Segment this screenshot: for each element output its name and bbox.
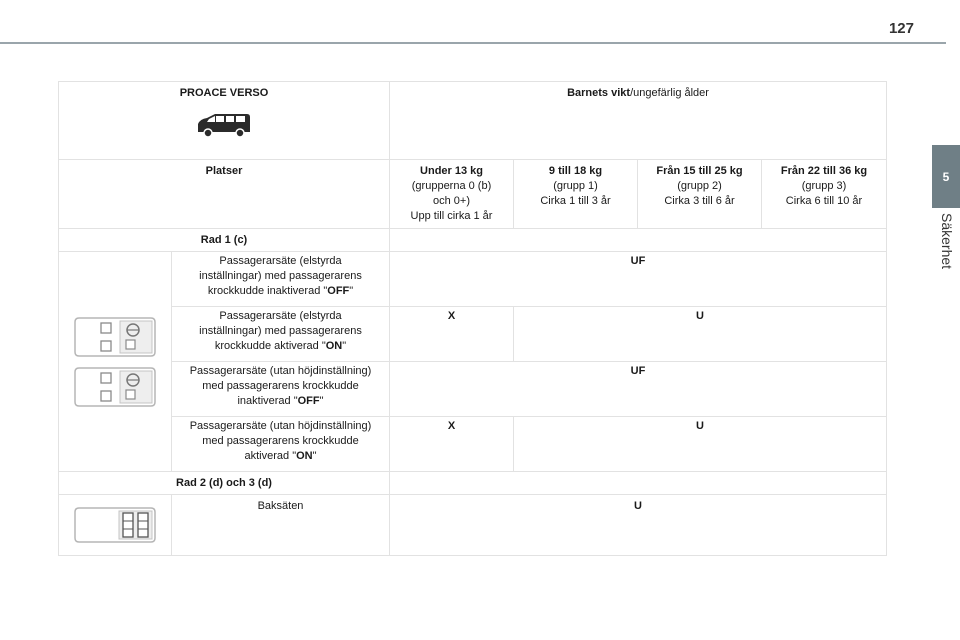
child-seat-table xyxy=(58,81,887,556)
seat-line xyxy=(176,339,385,354)
group-line: Cirka 3 till 6 år xyxy=(664,195,735,207)
group-row xyxy=(59,160,887,229)
seat-desc xyxy=(172,362,390,417)
seat-text: " xyxy=(349,285,354,297)
table-header-row xyxy=(59,82,887,160)
seat-line: Passagerarsäte (elstyrda xyxy=(219,255,342,267)
group-line: Cirka 1 till 3 år xyxy=(540,195,611,207)
seat-value: UF xyxy=(390,252,887,307)
chapter-tab[interactable]: 5 xyxy=(932,145,960,208)
row1-label: Rad 1 (c) xyxy=(59,229,390,252)
seat-line: Passagerarsäte (elstyrda xyxy=(219,310,342,322)
seat-text: " xyxy=(342,340,347,352)
model-name: PROACE VERSO xyxy=(179,87,269,99)
airbag-state: OFF xyxy=(327,285,350,297)
back-seat-value: U xyxy=(390,495,887,556)
airbag-state: ON xyxy=(296,450,313,462)
group-line: (grupp 2) xyxy=(677,180,722,192)
seat-line: Passagerarsäte (utan höjdinställning) xyxy=(189,420,372,432)
row23-label: Rad 2 (d) och 3 (d) xyxy=(59,472,390,495)
seat-line xyxy=(176,284,385,299)
seat-text: " xyxy=(319,395,324,407)
header-rule xyxy=(0,42,946,44)
page-number: 127 xyxy=(888,20,914,37)
weight-header-subtitle: /ungefärlig ålder xyxy=(630,87,709,99)
seat-row-2 xyxy=(59,362,887,417)
group-line: Upp till cirka 1 år xyxy=(410,210,493,222)
weight-header-title: Barnets vikt xyxy=(567,87,631,99)
front-passenger-seat-airbag-diagram-icon xyxy=(73,364,157,410)
group-line: (grupp 1) xyxy=(553,180,598,192)
group-title: Under 13 kg xyxy=(420,165,483,177)
seat-row-0 xyxy=(59,252,887,307)
row1-label-row xyxy=(59,229,887,252)
group-cell-0 xyxy=(390,160,514,229)
seat-text: aktiverad " xyxy=(244,450,297,462)
seat-value: X xyxy=(390,307,514,362)
group-line: (grupperna 0 (b) xyxy=(411,180,492,192)
seat-line: med passagerarens krockkudde xyxy=(202,435,359,447)
back-seat-row xyxy=(59,495,887,556)
empty-cell xyxy=(390,229,887,252)
seat-value: UF xyxy=(390,362,887,417)
rear-seats-diagram-icon xyxy=(73,505,157,545)
group-line: (grupp 3) xyxy=(801,180,847,192)
chapter-label: Säkerhet xyxy=(939,213,955,270)
front-passenger-seat-diagram-icon xyxy=(73,314,157,360)
seat-text: " xyxy=(312,450,317,462)
seat-desc xyxy=(172,307,390,362)
seat-line xyxy=(176,449,385,464)
rear-seat-diagram xyxy=(59,495,172,556)
seat-row-1 xyxy=(59,307,887,362)
seat-desc xyxy=(172,417,390,472)
seat-row-3 xyxy=(59,417,887,472)
group-title: Från 22 till 36 kg xyxy=(780,165,868,177)
group-cell-3 xyxy=(762,160,887,229)
seat-line: inställningar) med passagerarens xyxy=(199,325,362,337)
places-header xyxy=(59,160,390,229)
model-cell xyxy=(59,82,390,160)
group-line: Cirka 6 till 10 år xyxy=(785,195,863,207)
places-label: Platser xyxy=(205,165,243,177)
group-line: och 0+) xyxy=(433,195,471,207)
airbag-state: OFF xyxy=(297,395,320,407)
group-cell-2 xyxy=(638,160,762,229)
seat-value: U xyxy=(514,417,887,472)
seat-line: inställningar) med passagerarens xyxy=(199,270,362,282)
front-seat-diagrams xyxy=(59,252,172,472)
seat-text: krockkudde inaktiverad " xyxy=(207,285,328,297)
seat-value: U xyxy=(514,307,887,362)
group-title: Från 15 till 25 kg xyxy=(656,165,743,177)
airbag-state: ON xyxy=(325,340,343,352)
back-seat-label: Baksäten xyxy=(172,495,390,556)
seat-value: X xyxy=(390,417,514,472)
weight-header-cell xyxy=(390,82,887,160)
seat-text: krockkudde aktiverad " xyxy=(214,340,326,352)
seat-desc xyxy=(172,252,390,307)
seat-line: med passagerarens krockkudde xyxy=(202,380,359,392)
group-cell-1 xyxy=(514,160,638,229)
group-title: 9 till 18 kg xyxy=(548,165,603,177)
row23-label-row xyxy=(59,472,887,495)
seat-line: Passagerarsäte (utan höjdinställning) xyxy=(189,365,372,377)
seat-text: inaktiverad " xyxy=(237,395,298,407)
van-side-view-icon xyxy=(195,111,253,139)
seat-line xyxy=(176,394,385,409)
empty-cell xyxy=(390,472,887,495)
